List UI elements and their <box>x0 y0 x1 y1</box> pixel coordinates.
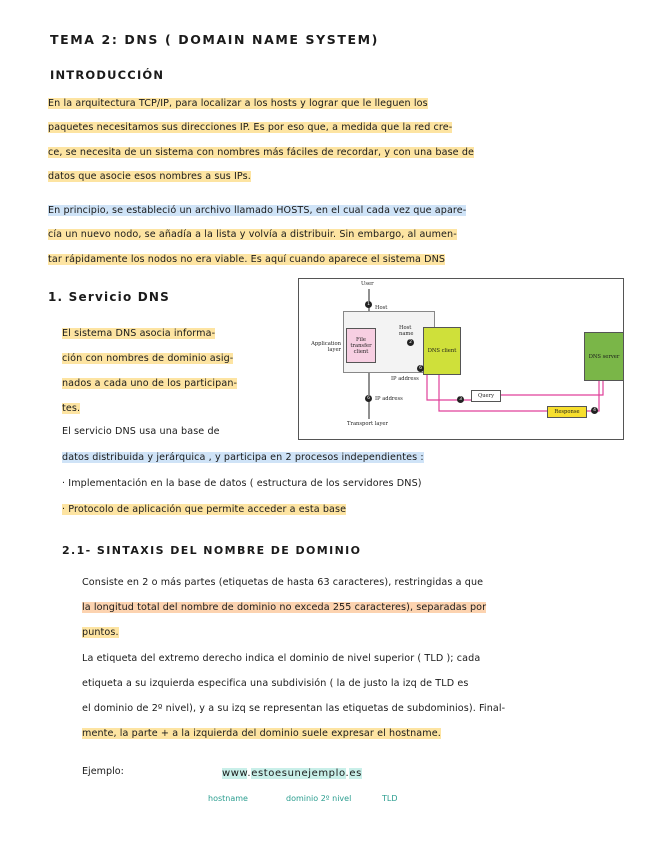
text-line: El servicio DNS usa una base de <box>62 426 220 437</box>
text-line: paquetes necesitamos sus direcciones IP. Es por eso que, a medida que la red cre- <box>48 122 453 133</box>
step-marker: 4 <box>591 407 598 414</box>
example-hostname: www <box>222 768 248 779</box>
text-line: En la arquitectura TCP/IP, para localizar a los hosts y lograr que le lleguen los <box>48 98 428 109</box>
example-label: Ejemplo: <box>82 766 124 777</box>
step-marker: 3 <box>457 396 464 403</box>
text-line: ción con nombres de dominio asig- <box>62 353 234 364</box>
example-sld: estoesunejemplo <box>251 768 346 779</box>
bullet-item: · Implementación en la base de datos ( estructura de los servidores DNS) <box>62 478 422 489</box>
step-marker: 1 <box>365 301 372 308</box>
example-part-label: dominio 2º nivel <box>286 794 352 803</box>
text-line: Consiste en 2 o más partes (etiquetas de hasta 63 caracteres), restringidas a que <box>82 577 484 588</box>
text-line: En principio, se estableció un archivo llamado HOSTS, en el cual cada vez que apare- <box>48 205 467 216</box>
ip-address-label: IP address <box>391 376 419 382</box>
text-line: mente, la parte + a la izquierda del dominio suele expresar el hostname. <box>82 728 441 739</box>
file-transfer-client-box: File transfer client <box>346 328 376 363</box>
text-line: tar rápidamente los nodos no era viable. Es aquí cuando aparece el sistema DNS <box>48 254 446 265</box>
text-line: tes. <box>62 403 81 414</box>
example-part-label: TLD <box>382 794 398 803</box>
step-marker: 6 <box>365 395 372 402</box>
ip-address-label: IP address <box>375 396 403 402</box>
text-line: ce, se necesita de un sistema con nombres más fáciles de recordar, y con una base de <box>48 147 475 158</box>
text-line: La etiqueta del extremo derecho indica el dominio de nivel superior ( TLD ); cada <box>82 653 481 664</box>
example-part-label: hostname <box>208 794 248 803</box>
bullet-item: · Protocolo de aplicación que permite acceder a esta base <box>62 504 347 515</box>
response-box: Response <box>547 406 587 418</box>
section-heading-domain-syntax: 2.1- SINTAXIS DEL NOMBRE DE DOMINIO <box>62 544 362 557</box>
text-line: el dominio de 2º nivel), y a su izq se representan las etiquetas de subdominios). Final- <box>82 703 506 714</box>
dns-server-box: DNS server <box>584 332 624 381</box>
section-heading-intro: INTRODUCCIÓN <box>50 68 165 82</box>
host-name-label: Host name <box>399 325 414 337</box>
text-line: datos distribuida y jerárquica , y participa en 2 procesos independientes : <box>62 452 424 463</box>
text-line: etiqueta a su izquierda especifica una subdivisión ( la de justo la izq de TLD es <box>82 678 469 689</box>
dns-diagram <box>298 278 624 440</box>
dns-client-box: DNS client <box>423 327 461 375</box>
text-line: El sistema DNS asocia informa- <box>62 328 216 339</box>
text-line: datos que asocie esos nombres a sus IPs. <box>48 171 251 182</box>
host-name-label: Host <box>375 305 388 311</box>
text-line: puntos. <box>82 627 119 638</box>
application-layer-label: Application layer <box>311 341 341 353</box>
step-marker: 6 <box>417 365 424 372</box>
query-box: Query <box>471 390 501 402</box>
example-tld: es <box>349 768 362 779</box>
user-label: User <box>361 281 374 287</box>
section-heading-dns-service: 1. Servicio DNS <box>48 290 171 304</box>
page-title: TEMA 2: DNS ( DOMAIN NAME SYSTEM) <box>50 32 379 47</box>
step-marker: 2 <box>407 339 414 346</box>
text-line: la longitud total del nombre de dominio no exceda 255 caracteres), separadas por <box>82 602 487 613</box>
text-line: nados a cada uno de los participan- <box>62 378 238 389</box>
transport-layer-label: Transport layer <box>347 421 388 427</box>
example-domain: www.estoesunejemplo.es <box>222 768 362 779</box>
text-line: cía un nuevo nodo, se añadía a la lista y volvía a distribuir. Sin embargo, al aumen- <box>48 229 457 240</box>
